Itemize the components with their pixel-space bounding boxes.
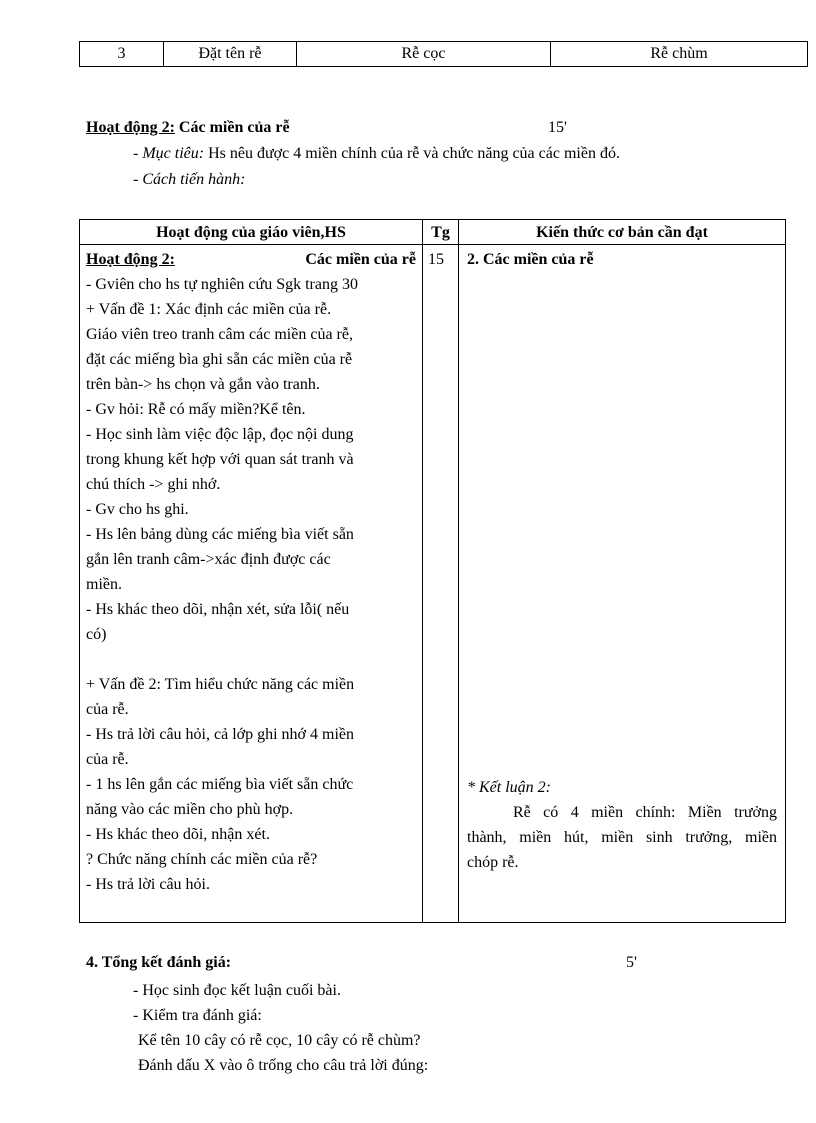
conclusion-label: * Kết luận 2: — [467, 779, 551, 796]
list-item: - Hs khác theo dõi, nhận xét, sửa lỗi( nếu — [86, 601, 350, 618]
list-item — [86, 647, 416, 672]
list-item: năng vào các miền cho phù hợp. — [86, 801, 294, 818]
activity-title-rest: Các miền của rễ — [174, 119, 290, 136]
activity-table — [79, 219, 786, 923]
col1-title-prefix: Hoạt động 2: — [86, 251, 175, 268]
activity-title-prefix: Hoạt động 2: — [86, 119, 175, 136]
list-item: của rễ. — [86, 751, 129, 768]
list-item: - Gviên cho hs tự nghiên cứu Sgk trang 30 — [86, 276, 358, 293]
cell-taproot: Rễ cọc — [297, 42, 551, 66]
col1-title — [86, 247, 416, 272]
activities-column — [86, 247, 416, 897]
conclusion-line: thành, miền hút, miền sinh trưởng, miền — [467, 829, 777, 846]
header-time: Tg — [431, 224, 450, 241]
summary-title: 4. Tổng kết đánh giá: — [86, 954, 232, 971]
list-item: có) — [86, 626, 107, 643]
list-item: - Hs lên bảng dùng các miếng bìa viết sẵn — [86, 526, 354, 543]
list-item: + Vấn đề 2: Tìm hiểu chức năng các miền — [86, 676, 355, 693]
row-label: Đặt tên rễ — [164, 42, 297, 66]
list-item: trên bàn-> hs chọn và gắn vào tranh. — [86, 376, 320, 393]
top-table-row — [79, 41, 808, 67]
list-item: - Hs trả lời câu hỏi, cả lớp ghi nhớ 4 miền — [86, 726, 354, 743]
activity-title — [86, 119, 290, 137]
list-item: - Hs trả lời câu hỏi. — [86, 876, 210, 893]
header-activities: Hoạt động của giáo viên,HS — [156, 224, 346, 241]
list-item: - 1 hs lên gắn các miếng bìa viết sẵn chức — [86, 776, 354, 793]
list-item: - Hs khác theo dõi, nhận xét. — [86, 826, 270, 843]
col1-title-rest: Các miền của rễ — [305, 251, 416, 268]
objective-line — [133, 145, 620, 163]
method-line: - Cách tiến hành: — [133, 171, 246, 188]
knowledge-title: 2. Các miền của rễ — [467, 251, 594, 268]
list-item: chú thích -> ghi nhớ. — [86, 476, 221, 493]
list-item: + Vấn đề 1: Xác định các miền của rễ. — [86, 301, 332, 318]
list-item: Giáo viên treo tranh câm các miền của rễ, — [86, 326, 353, 343]
list-item: gắn lên tranh câm->xác định được các — [86, 551, 331, 568]
summary-item: Đánh dấu X vào ô trống cho câu trả lời đúng: — [138, 1057, 429, 1074]
summary-item: - Kiểm tra đánh giá: — [133, 1007, 262, 1024]
list-item: - Học sinh làm việc độc lập, đọc nội dung — [86, 426, 354, 443]
list-item: miền. — [86, 576, 122, 593]
list-item: đặt các miếng bìa ghi sẵn các miền của rễ — [86, 351, 353, 368]
list-item: - Gv cho hs ghi. — [86, 501, 189, 518]
list-item: - Gv hỏi: Rễ có mấy miền?Kể tên. — [86, 401, 306, 418]
activity-time: 15' — [548, 119, 567, 136]
summary-item: - Học sinh đọc kết luận cuối bài. — [133, 982, 341, 999]
time-value: 15 — [428, 251, 444, 268]
objective-text: Hs nêu được 4 miền chính của rễ và chức năng của các miền đó. — [204, 145, 620, 162]
cell-fibrous-root: Rễ chùm — [650, 45, 708, 62]
conclusion-line: chóp rễ. — [467, 854, 519, 871]
conclusion-line: Rễ có 4 miền chính: Miền trưởng — [513, 804, 777, 821]
objective-label: - Mục tiêu: — [133, 145, 205, 162]
list-item: trong khung kết hợp với quan sát tranh và — [86, 451, 354, 468]
conclusion-text — [467, 800, 777, 875]
header-knowledge: Kiến thức cơ bản cần đạt — [536, 224, 708, 241]
summary-time: 5' — [626, 954, 637, 971]
row-number: 3 — [80, 42, 164, 66]
summary-list — [133, 978, 428, 1078]
summary-item: Kể tên 10 cây có rễ cọc, 10 cây có rễ chùm? — [138, 1032, 421, 1049]
list-item: ? Chức năng chính các miền của rễ? — [86, 851, 318, 868]
list-item: của rễ. — [86, 701, 129, 718]
